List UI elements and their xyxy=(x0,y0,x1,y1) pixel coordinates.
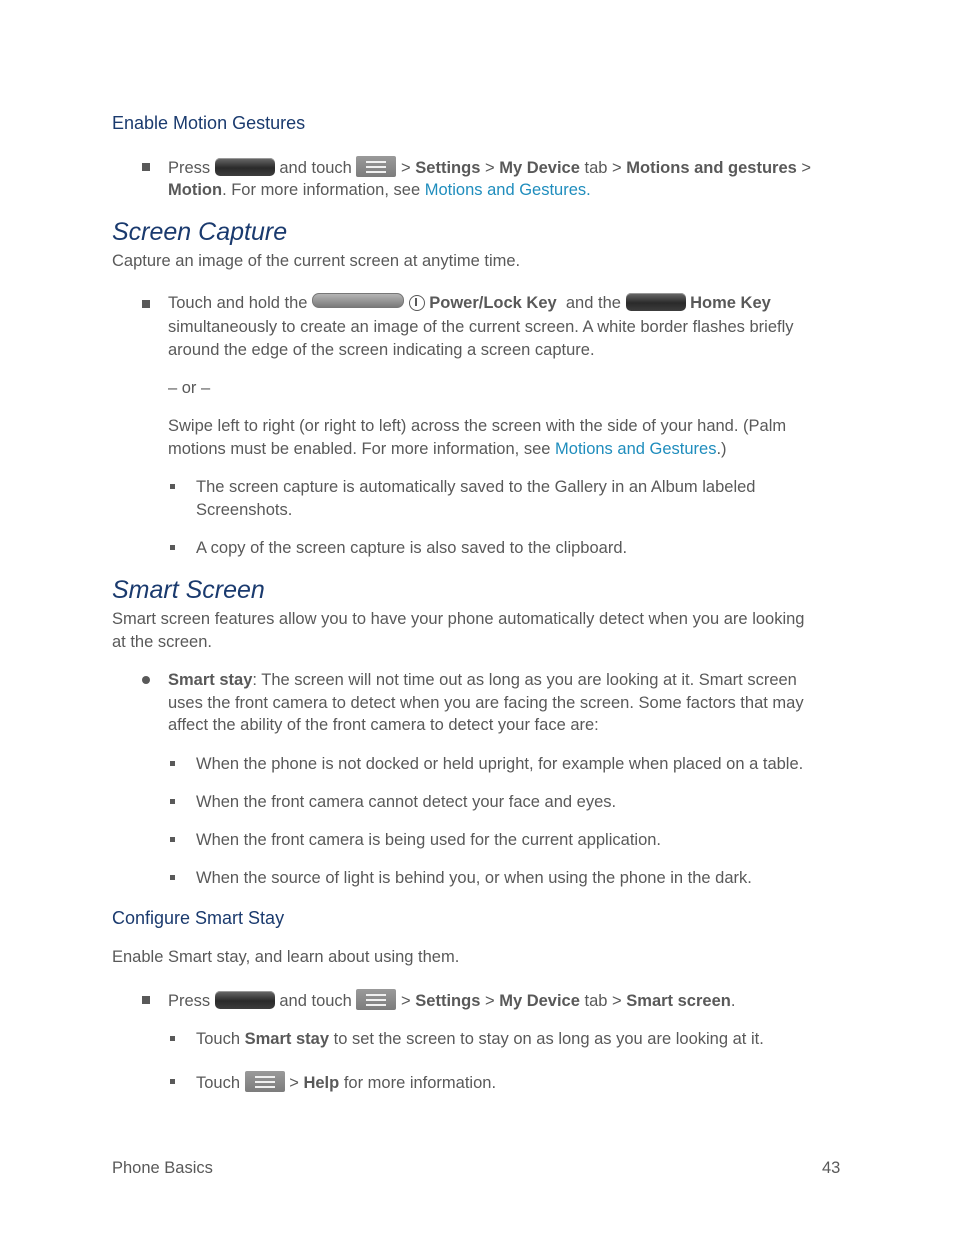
or-separator: – or – xyxy=(168,379,211,397)
home-key-icon xyxy=(215,991,275,1009)
factor-item: When the source of light is behind you, or when using the phone in the dark. xyxy=(196,869,752,887)
screen-capture-intro: Capture an image of the current screen at anytime time. xyxy=(112,252,521,270)
smart-stay-line3: affect the ability of the front camera to detect your face are: xyxy=(168,716,599,734)
screen-capture-title: Screen Capture xyxy=(112,218,288,246)
motion-heading: Enable Motion Gestures xyxy=(112,113,306,133)
motion-instruction-line2: Motion. For more information, see Motions and Gestures. xyxy=(168,181,591,199)
smart-intro-line2: at the screen. xyxy=(112,633,212,651)
sub-bullet xyxy=(170,484,175,489)
motion-instruction-line1: Press and touch > Settings > My Device tab > Motions and gestures > xyxy=(168,156,811,178)
factor-item: When the front camera cannot detect your face and eyes. xyxy=(196,793,617,811)
power-icon xyxy=(409,295,425,311)
capture-instruction-line1: Touch and hold the Power/Lock Key and the Home Key xyxy=(168,294,771,312)
capture-instruction-line2: simultaneously to create an image of the current screen. A white border flashes briefly xyxy=(168,318,794,336)
sub-bullet xyxy=(170,875,175,880)
factor-item: When the front camera is being used for the current application. xyxy=(196,831,662,849)
configure-sub1: Touch Smart stay to set the screen to stay on as long as you are looking at it. xyxy=(196,1030,764,1048)
configure-instruction: Press and touch > Settings > My Device tab > Smart screen. xyxy=(168,989,735,1011)
bullet-dot xyxy=(142,676,150,684)
home-key-icon xyxy=(215,158,275,176)
smart-screen-title: Smart Screen xyxy=(112,576,265,604)
configure-heading: Configure Smart Stay xyxy=(112,908,285,928)
sub-bullet xyxy=(170,761,175,766)
menu-key-icon xyxy=(356,989,396,1010)
menu-key-icon xyxy=(356,156,396,177)
motions-gestures-link[interactable]: Motions and Gestures xyxy=(424,181,587,199)
sub-bullet xyxy=(170,1079,175,1084)
sub-bullet xyxy=(170,799,175,804)
configure-intro: Enable Smart stay, and learn about using them. xyxy=(112,948,460,966)
sub-bullet xyxy=(170,1036,175,1041)
bullet-square xyxy=(142,163,150,171)
bullet-square xyxy=(142,996,150,1004)
capture-sub1-line1: The screen capture is automatically saved to the Gallery in an Album labeled xyxy=(196,478,756,496)
bullet-square xyxy=(142,300,150,308)
home-key-icon xyxy=(626,293,686,311)
capture-instruction-line3: around the edge of the screen indicating a screen capture. xyxy=(168,341,595,359)
swipe-line1: Swipe left to right (or right to left) across the screen with the side of your hand. (Palm xyxy=(168,417,787,435)
factor-item: When the phone is not docked or held upright, for example when placed on a table. xyxy=(196,755,804,773)
menu-key-icon xyxy=(245,1071,285,1092)
side-key-icon xyxy=(312,293,404,308)
smart-intro-line1: Smart screen features allow you to have your phone automatically detect when you are looking xyxy=(112,610,805,628)
configure-sub2: Touch > Help for more information. xyxy=(196,1071,496,1093)
capture-sub1-line2: Screenshots. xyxy=(196,501,293,519)
capture-sub2: A copy of the screen capture is also saved to the clipboard. xyxy=(196,539,628,557)
swipe-line2: motions must be enabled. For more information, see Motions and Gestures.) xyxy=(168,440,727,458)
smart-stay-line1: Smart stay: The screen will not time out as long as you are looking at it. Smart screen xyxy=(168,671,797,689)
motions-gestures-link[interactable]: Motions and Gestures xyxy=(555,440,717,458)
footer-section: Phone Basics xyxy=(112,1159,213,1177)
smart-stay-line2: uses the front camera to detect when you are facing the screen. Some factors that may xyxy=(168,694,804,712)
page-number: 43 xyxy=(822,1159,841,1177)
sub-bullet xyxy=(170,545,175,550)
sub-bullet xyxy=(170,837,175,842)
